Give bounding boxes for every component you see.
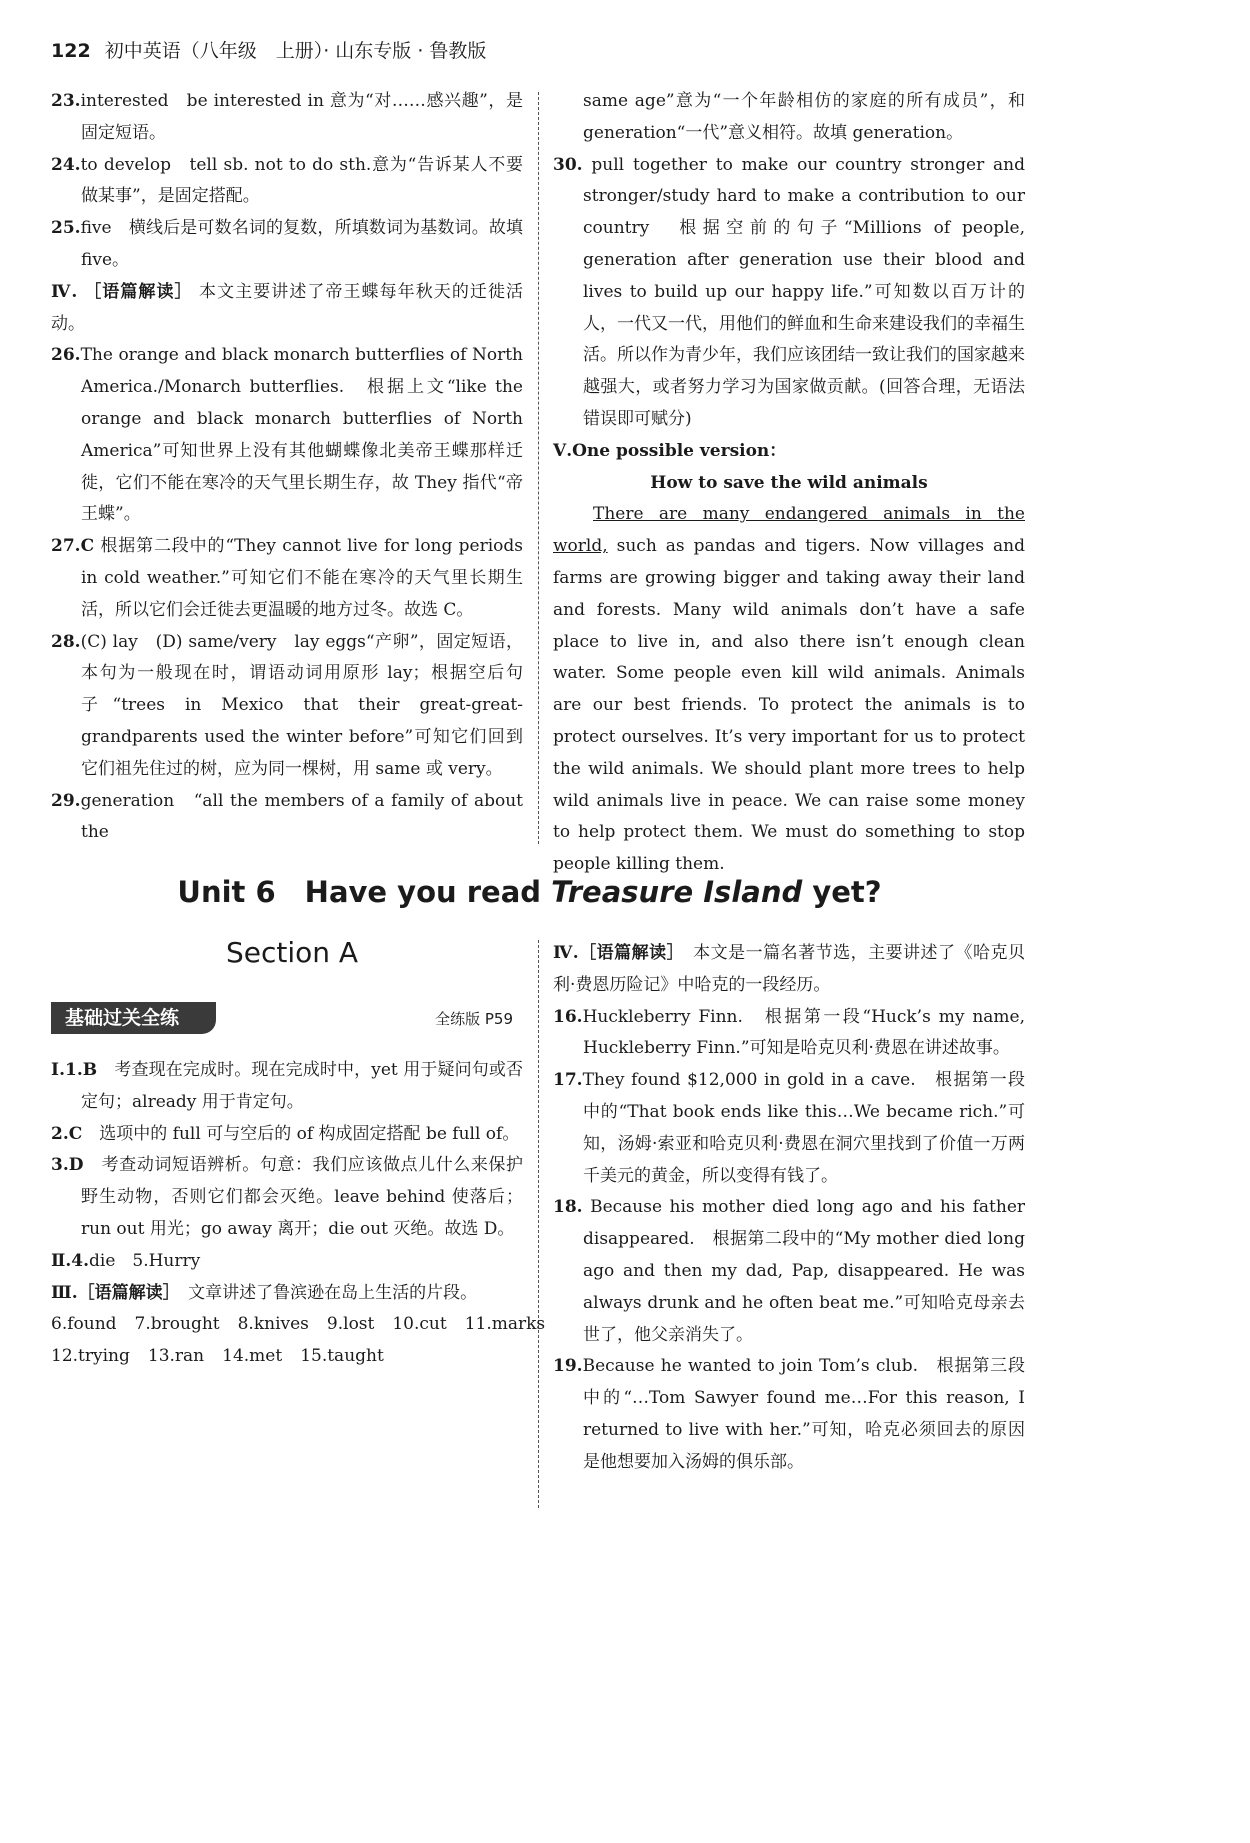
answer-item: 28.(C) lay (D) same/very lay eggs“产卵”，固定短语，本句为一般现在时，谓语动词用原形 lay；根据空后句子“trees in Mexico that their great-great-grandparents used the winter before”可知它们回到它们祖先住过的树，应为同一棵树，用 same 或 very。 [51,631,523,779]
top-right-column [553,86,1025,881]
banner-reference: 全练版 P59 [435,1010,513,1028]
essay-title: How to save the wild animals [650,472,928,493]
answer-item: 25.five 横线后是可数名词的复数，所填数词为基数词。故填 five。 [51,218,523,270]
answer-item: 16.Huckleberry Finn. 根据第一段“Huck’s my name, Huckleberry Finn.”可知是哈克贝利·费恩在讲述故事。 [553,1006,1025,1059]
answer-row: 12.trying 13.ran 14.met 15.taught [51,1346,384,1367]
continuation-text: same age”意为“一个年龄相仿的家庭的所有成员”，和 generation“一代”意义相符。故填 generation。 [583,91,1025,143]
answer-item: 23.interested be interested in 意为“对……感兴趣”，是固定短语。 [51,91,523,143]
book-title: 初中英语（八年级 上册）· 山东专版 · 鲁教版 [104,40,487,62]
passage-note: Ⅳ. ［语篇解读］ 本文主要讲述了帝王蝶每年秋天的迁徙活动。 [51,281,523,334]
top-left-column [51,86,523,849]
exercise-banner [51,1002,523,1034]
passage-note: Ⅲ.［语篇解读］ 文章讲述了鲁滨逊在岛上生活的片段。 [51,1282,478,1303]
bottom-right-column [553,938,1025,1479]
passage-note: Ⅳ.［语篇解读］ 本文是一篇名著节选，主要讲述了《哈克贝利·费恩历险记》中哈克的一段经历。 [553,943,1026,995]
answer-item: 27.C 根据第二段中的“They cannot live for long periods in cold weather.”可知它们不能在寒冷的天气里长期生活，所以它们会迁徙去更温暖的地方过冬。故选 C。 [51,536,523,620]
answer-item: 24.to develop tell sb. not to do sth.意为“告诉某人不要做某事”，是固定搭配。 [51,154,523,207]
unit-title: Unit 6 Have you read Treasure Island yet? [177,875,882,909]
column-divider [538,940,539,1508]
writing-heading: Ⅴ.One possible version： [553,440,787,461]
page-header [51,36,486,63]
answer-item: 26.The orange and black monarch butterflies of North America./Monarch butterflies. 根据上文“like the orange and black monarch butterflies of North America”可知世界上没有其他蝴蝶像北美帝王蝶那样迁徙，它们不能在寒冷的天气里长期生存，故 They 指代“帝王蝶”。 [51,345,523,525]
answer-item: 29.generation “all the members of a family of about the [51,790,523,843]
answer-item: 30. pull together to make our country stronger and stronger/study hard to make a contribution to our country 根据空前的句子“Millions of people, generation after generation use their blood and lives to build up our happy life.”可知数以百万计的人，一代又一代，用他们的鲜血和生命来建设我们的幸福生活。所以作为青少年，我们应该团结一致让我们的国家越来越强大，或者努力学习为国家做贡献。(回答合理，无语法错误即可赋分) [553,154,1025,429]
answer-item: 3.D 考查动词短语辨析。句意：我们应该做点儿什么来保护野生动物，否则它们都会灭绝。leave behind 使落后；run out 用光；go away 离开；die out 灭绝。故选 D。 [51,1155,524,1239]
banner-tag: 基础过关全练 [51,1002,216,1034]
bottom-left-column [51,1055,546,1373]
answer-item: 2.C 选项中的 full 可与空后的 of 构成固定搭配 be full of。 [51,1123,520,1144]
column-divider [538,92,539,844]
answer-row: 6.found 7.brought 8.knives 9.lost 10.cut 11.marks [51,1314,546,1335]
answer-item: 17.They found $12,000 in gold in a cave. 根据第一段中的“That book ends like this…We became rich.”可知，汤姆·索亚和哈克贝利·费恩在洞穴里找到了价值一万两千美元的黄金，所以变得有钱了。 [553,1070,1025,1186]
section-title: Section A [226,936,359,969]
essay-body: There are many endangered animals in the world, such as pandas and tigers. Now villages and farms are growing bigger and taking away their land and forests. Many wild animals don’t have a safe place to live in, and also there isn’t enough clean water. Some people even kill wild animals. Animals are our best friends. To protect the animals is to protect ourselves. It’s very important for us to protect the wild animals. We should plant more trees to help wild animals live in peace. We can raise some money to help protect them. We must do something to stop people killing them. [553,504,1025,875]
answer-item: Ⅰ.1.B 考查现在完成时。现在完成时中，yet 用于疑问句或否定句；already 用于肯定句。 [51,1060,523,1112]
answer-item: 18. Because his mother died long ago and his father disappeared. 根据第二段中的“My mother died long ago and then my dad, Pap, disappeared. He was always drunk and he often beat me.”可知哈克母亲去世了，他父亲消失了。 [553,1197,1026,1345]
answer-item: Ⅱ.4.die 5.Hurry [51,1250,201,1271]
page-number: 122 [51,40,91,62]
answer-item: 19.Because he wanted to join Tom’s club. 根据第三段中的“…Tom Sawyer found me…For this reason, I returned to live with her.”可知，哈克必须回去的原因是他想要加入汤姆的俱乐部。 [553,1356,1025,1472]
